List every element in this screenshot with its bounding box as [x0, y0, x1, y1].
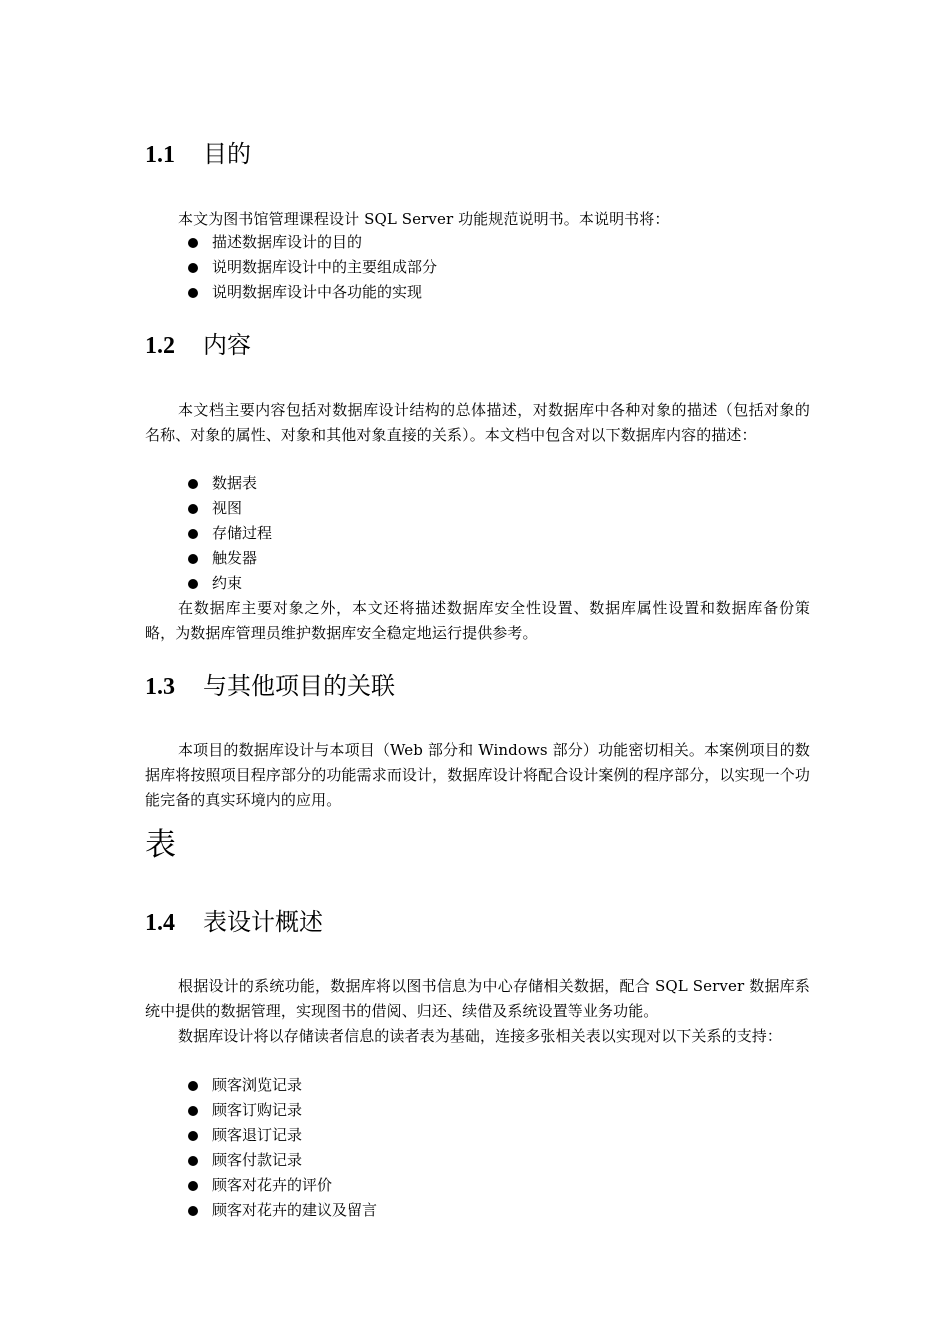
- section-number: 1.4: [145, 910, 175, 936]
- section-1-2-outro: 在数据库主要对象之外，本文还将描述数据库安全性设置、数据库属性设置和数据库备份策略，为数据库管理员维护数据库安全稳定地运行提供参考。: [145, 599, 810, 642]
- section-1-4-para-1: 根据设计的系统功能，数据库将以图书信息为中心存储相关数据，配合 SQL Server 数据库系统中提供的数据管理，实现图书的借阅、归还、续借及系统设置等业务功能。: [145, 977, 810, 1020]
- list-item: 存储过程: [188, 521, 272, 546]
- section-title: 表设计概述: [203, 908, 323, 936]
- chapter-title: 表: [145, 827, 176, 863]
- section-heading-1-1: [145, 139, 251, 170]
- list-item: 顾客浏览记录: [188, 1073, 377, 1098]
- list-item: 顾客对花卉的评价: [188, 1173, 377, 1198]
- section-heading-1-2: [145, 330, 251, 361]
- bullet-icon: [188, 238, 198, 248]
- section-number: 1.1: [145, 142, 175, 168]
- list-item: 视图: [188, 496, 272, 521]
- section-heading-1-4: [145, 907, 323, 938]
- section-1-1-list: [188, 230, 437, 305]
- section-1-4-list: [188, 1073, 377, 1223]
- list-item: 顾客付款记录: [188, 1148, 377, 1173]
- section-1-4-para-2: 数据库设计将以存储读者信息的读者表为基础，连接多张相关表以实现对以下关系的支持：: [178, 1027, 783, 1045]
- section-title: 与其他项目的关联: [203, 672, 395, 700]
- section-1-2-list: [188, 471, 272, 596]
- bullet-icon: [188, 1181, 198, 1191]
- list-item: 顾客对花卉的建议及留言: [188, 1198, 377, 1223]
- list-item: 顾客退订记录: [188, 1123, 377, 1148]
- section-number: 1.2: [145, 333, 175, 359]
- bullet-icon: [188, 1106, 198, 1116]
- bullet-icon: [188, 529, 198, 539]
- section-1-1-intro: 本文为图书馆管理课程设计 SQL Server 功能规范说明书。本说明书将：: [178, 210, 670, 228]
- bullet-icon: [188, 479, 198, 489]
- bullet-icon: [188, 263, 198, 273]
- bullet-icon: [188, 1131, 198, 1141]
- list-item: 描述数据库设计的目的: [188, 230, 437, 255]
- section-heading-1-3: [145, 671, 395, 702]
- list-item: 顾客订购记录: [188, 1098, 377, 1123]
- bullet-icon: [188, 504, 198, 514]
- bullet-icon: [188, 1206, 198, 1216]
- bullet-icon: [188, 1156, 198, 1166]
- section-1-2-intro: 本文档主要内容包括对数据库设计结构的总体描述，对数据库中各种对象的描述（包括对象的名称、对象的属性、对象和其他对象直接的关系）。本文档中包含对以下数据库内容的描述：: [145, 401, 810, 444]
- list-item: 说明数据库设计中各功能的实现: [188, 280, 437, 305]
- section-1-3-intro: 本项目的数据库设计与本项目（Web 部分和 Windows 部分）功能密切相关。本案例项目的数据库将按照项目程序部分的功能需求而设计，数据库设计将配合设计案例的程序部分，以实现一个功能完备的真实环境内的应用。: [145, 741, 810, 809]
- list-item: 约束: [188, 571, 272, 596]
- list-item: 数据表: [188, 471, 272, 496]
- bullet-icon: [188, 1081, 198, 1091]
- section-number: 1.3: [145, 674, 175, 700]
- list-item: 说明数据库设计中的主要组成部分: [188, 255, 437, 280]
- list-item: 触发器: [188, 546, 272, 571]
- bullet-icon: [188, 288, 198, 298]
- bullet-icon: [188, 579, 198, 589]
- bullet-icon: [188, 554, 198, 564]
- section-title: 内容: [203, 331, 251, 359]
- section-title: 目的: [203, 140, 251, 168]
